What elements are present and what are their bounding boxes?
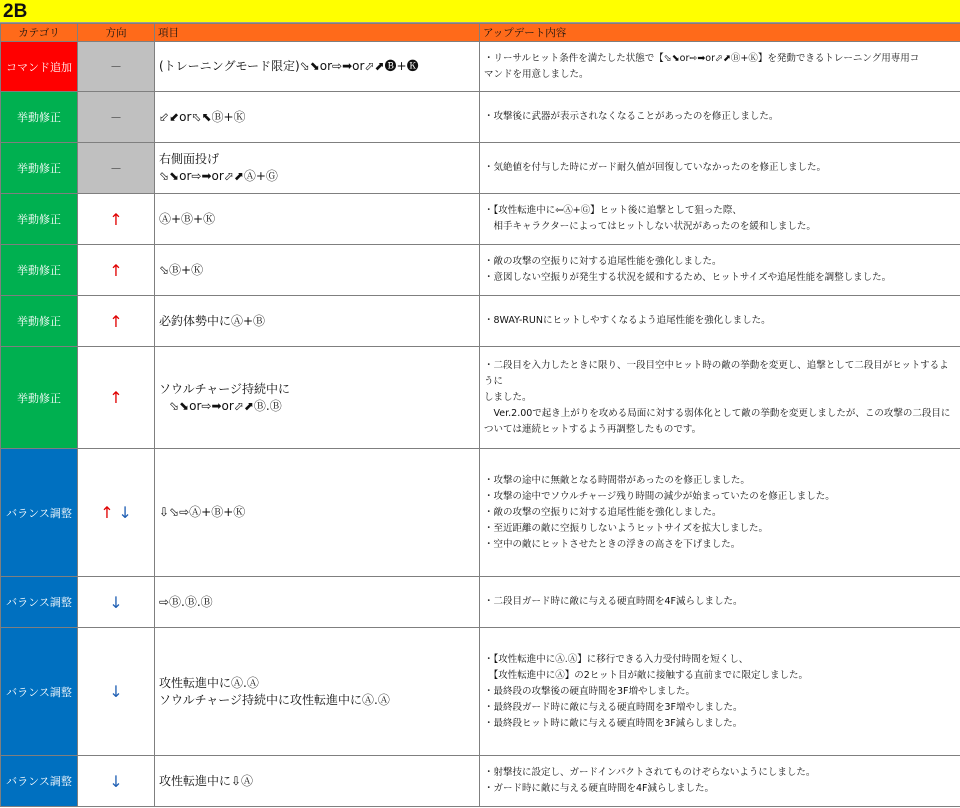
item-cell [155, 194, 480, 245]
item-cell [155, 347, 480, 449]
item-line: Ⓐ+Ⓑ+Ⓚ [159, 211, 216, 226]
category-cell: 挙動修正 [1, 143, 78, 194]
table-row [1, 143, 960, 194]
direction-cell [78, 347, 155, 449]
item-line: ⇩⬂⇨Ⓐ+Ⓑ+Ⓚ [159, 505, 246, 519]
update-cell [480, 42, 960, 92]
update-line: マンドを用意しました。 [484, 68, 589, 80]
table-row [1, 245, 960, 296]
header-update: アップデート内容 [480, 24, 960, 42]
table-row [1, 756, 960, 807]
item-cell [155, 296, 480, 347]
direction-cell [78, 628, 155, 756]
item-line: ソウルチャージ持続中に攻性転進中にⒶ.Ⓐ [159, 692, 390, 707]
update-line: ・敵の攻撃の空振りに対する追尾性能を強化しました。 [484, 506, 722, 518]
update-line: ・空中の敵にヒットさせたときの浮きの高さを下げました。 [484, 538, 741, 550]
update-line: ・ガード時に敵に与える硬直時間を4F減らしました。 [484, 783, 715, 794]
category-cell: バランス調整 [1, 449, 78, 577]
item-line: ⇨Ⓑ.Ⓑ.Ⓑ [159, 594, 213, 609]
direction-cell [78, 296, 155, 347]
category-cell: バランス調整 [1, 628, 78, 756]
item-cell [155, 92, 480, 143]
update-line: しました。 [484, 391, 532, 403]
category-cell: 挙動修正 [1, 92, 78, 143]
table-row [1, 577, 960, 628]
table-row [1, 194, 960, 245]
sheet-title: 2B [0, 0, 960, 23]
direction-arrow-icon: ↑ [109, 260, 123, 280]
item-cell [155, 628, 480, 756]
item-line: 攻性転進中に⇩Ⓐ [159, 773, 254, 788]
direction-arrow-icon: ↓ [109, 771, 123, 791]
direction-arrow-icon [100, 504, 132, 522]
direction-arrow-icon: ↓ [109, 592, 123, 612]
update-line: ・【攻性転進中に⇦Ⓐ+Ⓖ】ヒット後に追撃として狙った際、 [484, 205, 742, 216]
update-line: ・最終段の攻撃後の硬直時間を3F増やしました。 [484, 685, 696, 697]
up-arrow-icon: ↑ [100, 503, 114, 522]
item-line: (トレーニングモード限定)⬂⬊or⇨➡or⬀⬈🅑+🅚 [159, 59, 419, 73]
item-cell [155, 143, 480, 194]
update-cell [480, 756, 960, 807]
category-cell: 挙動修正 [1, 194, 78, 245]
update-line: ・リーサルヒット条件を満たした状態で【⬂⬊or⇨➡or⬀⬈Ⓑ+Ⓚ】を発動できるトレーニング用専用コ [484, 52, 920, 64]
table-row [1, 296, 960, 347]
item-cell [155, 449, 480, 577]
header-item: 項目 [155, 24, 480, 42]
item-line: ⬃⬋or⬁⬉Ⓑ+Ⓚ [159, 109, 246, 124]
update-table [0, 23, 960, 807]
direction-arrow-icon: ↑ [109, 388, 123, 407]
update-cell [480, 143, 960, 194]
table-row [1, 449, 960, 577]
update-line: ・攻撃後に武器が表示されなくなることがあったのを修正しました。 [484, 111, 779, 122]
header-direction: 方向 [78, 24, 155, 42]
direction-cell [78, 756, 155, 807]
update-cell [480, 92, 960, 143]
update-line: ・攻撃の途中に無敵となる時間帯があったのを修正しました。 [484, 474, 750, 486]
direction-arrow-icon: － [109, 110, 122, 125]
table-row [1, 42, 960, 92]
direction-cell [78, 143, 155, 194]
category-cell: バランス調整 [1, 756, 78, 807]
update-cell [480, 296, 960, 347]
down-arrow-icon: ↓ [118, 503, 132, 522]
item-line: ソウルチャージ持続中に [159, 381, 291, 396]
update-line: 相手キャラクターによってはヒットしない状況があったのを緩和しました。 [484, 221, 816, 232]
update-cell [480, 628, 960, 756]
item-line: 必釣体勢中にⒶ+Ⓑ [159, 313, 266, 328]
direction-arrow-icon: ↓ [109, 682, 123, 701]
update-line: ・【攻性転進中にⒶ.Ⓐ】に移行できる入力受付時間を短くし、 [484, 653, 749, 665]
item-line: ⬂Ⓑ+Ⓚ [159, 262, 204, 277]
update-line: ・二段目を入力したときに限り、一段目空中ヒット時の敵の挙動を変更し、追撃として二段目がヒットするように [484, 359, 949, 387]
direction-cell [78, 245, 155, 296]
update-cell [480, 194, 960, 245]
direction-arrow-icon: － [109, 161, 122, 176]
table-row [1, 92, 960, 143]
update-line: ・最終段ガード時に敵に与える硬直時間を3F増やしました。 [484, 701, 743, 713]
category-cell: 挙動修正 [1, 296, 78, 347]
update-line: ・意図しない空振りが発生する状況を緩和するため、ヒットサイズや追尾性能を調整しました。 [484, 272, 892, 283]
update-line: ・最終段ヒット時に敵に与える硬直時間を3F減らしました。 [484, 717, 743, 729]
item-line: 右側面投げ [159, 152, 220, 166]
update-cell [480, 347, 960, 449]
table-row [1, 347, 960, 449]
update-line: ・攻撃の途中でソウルチャージ残り時間の減少が始まっていたのを修正しました。 [484, 490, 835, 502]
item-cell [155, 245, 480, 296]
direction-arrow-icon: ↑ [109, 209, 123, 229]
category-cell: 挙動修正 [1, 245, 78, 296]
update-cell [480, 245, 960, 296]
category-cell: 挙動修正 [1, 347, 78, 449]
direction-cell [78, 194, 155, 245]
update-cell [480, 577, 960, 628]
update-line: ・至近距離の敵に空振りしないようヒットサイズを拡大しました。 [484, 522, 768, 534]
item-cell [155, 577, 480, 628]
category-cell: バランス調整 [1, 577, 78, 628]
direction-cell [78, 577, 155, 628]
item-cell [155, 756, 480, 807]
direction-cell [78, 42, 155, 92]
item-line: ⬂⬊or⇨➡or⬀⬈Ⓐ+Ⓖ [159, 169, 278, 183]
update-cell [480, 449, 960, 577]
table-row [1, 628, 960, 756]
update-line: ついては連続ヒットするよう再調整したものです。 [484, 423, 702, 435]
item-cell [155, 42, 480, 92]
update-line: ・気絶値を付与した時にガード耐久値が回復していなかったのを修正しました。 [484, 162, 827, 173]
item-line: 攻性転進中にⒶ.Ⓐ [159, 675, 259, 690]
direction-arrow-icon: ↑ [109, 311, 123, 331]
header-category: カテゴリ [1, 24, 78, 42]
header-row [1, 24, 960, 42]
item-line: ⬂⬊or⇨➡or⬀⬈Ⓑ.Ⓑ [169, 398, 282, 413]
direction-cell [78, 449, 155, 577]
update-line: ・射撃技に設定し、ガードインパクトされてものけぞらないようにしました。 [484, 767, 816, 778]
update-line: ・敵の攻撃の空振りに対する追尾性能を強化しました。 [484, 256, 722, 267]
update-line: 【攻性転進中にⒶ】の2ヒット目が敵に接触する直前までに限定しました。 [484, 669, 809, 681]
update-line: ・8WAY-RUNにヒットしやすくなるよう追尾性能を強化しました。 [484, 315, 771, 326]
direction-cell [78, 92, 155, 143]
category-cell: コマンド追加 [1, 42, 78, 92]
update-line: ・二段目ガード時に敵に与える硬直時間を4F減らしました。 [484, 596, 743, 607]
direction-arrow-icon: － [109, 60, 122, 74]
update-line: Ver.2.00で起き上がりを攻める局面に対する弱体化として敵の挙動を変更しましたが、この攻撃の二段目に [484, 407, 951, 419]
